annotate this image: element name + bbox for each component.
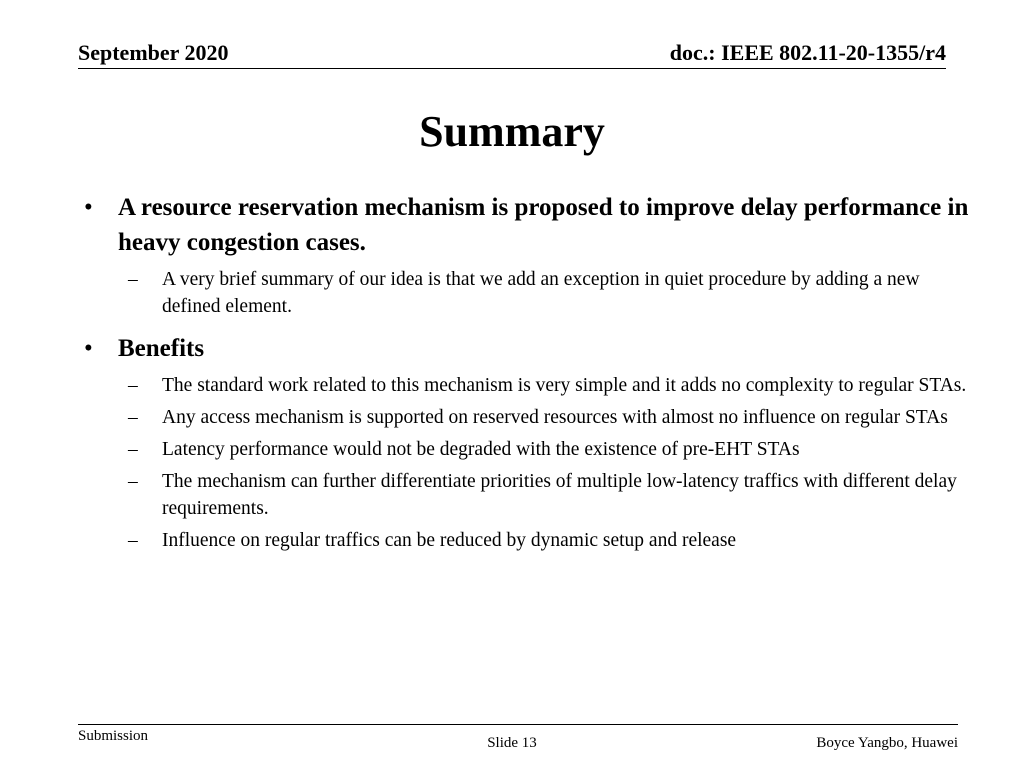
dash-icon: – bbox=[128, 375, 138, 396]
sub-bullet bbox=[78, 266, 978, 320]
bullet-benefits bbox=[78, 331, 978, 366]
sub-bullet bbox=[78, 404, 978, 431]
footer-divider bbox=[78, 724, 958, 725]
bullet-dot-icon: • bbox=[84, 194, 93, 221]
sub-bullet bbox=[78, 468, 978, 522]
header-date: September 2020 bbox=[78, 40, 229, 65]
footer-submission: Submission bbox=[78, 728, 149, 744]
bullet-text: A resource reservation mechanism is proposed to improve delay performance in heavy congestion cases. bbox=[118, 194, 969, 256]
sub-bullet-text: A very brief summary of our idea is that we add an exception in quiet procedure by adding a new defined element. bbox=[162, 269, 920, 317]
slide-title: Summary bbox=[419, 107, 605, 156]
sub-bullet bbox=[78, 372, 978, 399]
sub-bullet-text: The standard work related to this mechanism is very simple and it adds no complexity to regular STAs. bbox=[162, 375, 967, 396]
dash-icon: – bbox=[128, 471, 138, 492]
bullet-proposal bbox=[78, 190, 978, 260]
dash-icon: – bbox=[128, 269, 138, 290]
footer-slide-number: Slide 13 bbox=[487, 735, 537, 751]
bullet-dot-icon: • bbox=[84, 335, 93, 362]
sub-bullet-text: Latency performance would not be degraded with the existence of pre-EHT STAs bbox=[162, 439, 800, 460]
sub-bullet-text: Any access mechanism is supported on reserved resources with almost no influence on regular STAs bbox=[162, 407, 948, 428]
dash-icon: – bbox=[128, 530, 138, 551]
sub-bullet-text: The mechanism can further differentiate priorities of multiple low-latency traffics with different delay requirements. bbox=[162, 471, 957, 519]
sub-bullet-text: Influence on regular traffics can be reduced by dynamic setup and release bbox=[162, 530, 737, 551]
dash-icon: – bbox=[128, 407, 138, 428]
dash-icon: – bbox=[128, 439, 138, 460]
header-doc-id: doc.: IEEE 802.11-20-1355/r4 bbox=[669, 40, 946, 65]
slide-content bbox=[78, 190, 978, 559]
sub-bullet bbox=[78, 527, 978, 554]
sub-bullet bbox=[78, 436, 978, 463]
bullet-text: Benefits bbox=[118, 335, 205, 362]
header-divider bbox=[78, 68, 946, 69]
footer-author: Boyce Yangbo, Huawei bbox=[816, 735, 958, 751]
